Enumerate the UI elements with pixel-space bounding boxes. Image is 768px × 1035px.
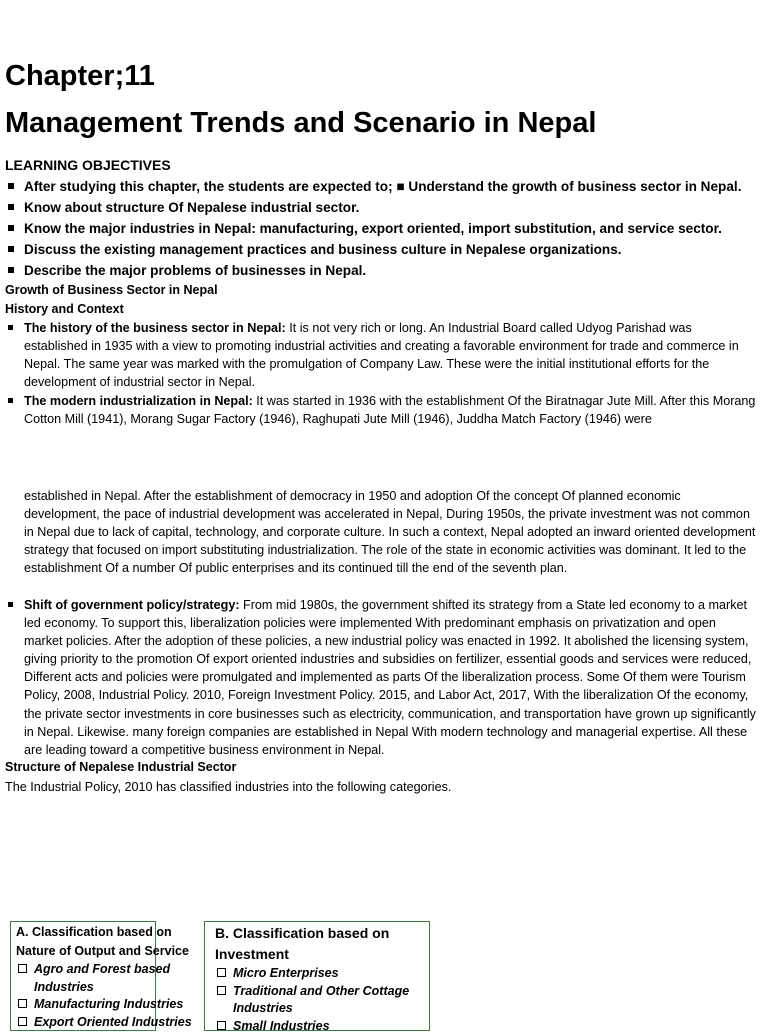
- modern-bullet: [5, 392, 757, 428]
- checkbox-icon: [217, 968, 226, 977]
- objective-item: Describe the major problems of businesses in Nepal.: [5, 260, 765, 281]
- shift-label: Shift of government policy/strategy:: [24, 598, 240, 612]
- classification-b-content: [215, 923, 425, 1035]
- checkbox-icon: [18, 1017, 27, 1026]
- classification-b-title: B. Classification based on Investment: [215, 923, 425, 965]
- list-item: Micro Enterprises: [215, 965, 425, 983]
- learning-objectives-heading: LEARNING OBJECTIVES: [5, 157, 171, 173]
- list-item: Manufacturing Industries: [16, 996, 196, 1014]
- bullet-square-icon: [8, 183, 14, 189]
- modern-label: The modern industrialization in Nepal:: [24, 394, 253, 408]
- shift-text: From mid 1980s, the government shifted its strategy from a State led economy to a market led economy. To support this, liberalization policies were implemented With predominant emphasis on privatization and open market policies. After the adoption of these policies, a new industrial policy was enacted in 1992. It abolished the licensing system, giving priority to the promotion Of export oriented industries and subsidies on fertilizer, essential goods and services were reduced, Different acts and policies were promulgated and implemented as parts Of the liberalization process. Some Of them were Tourism Policy, 2008, Industrial Policy. 2010, Foreign Investment Policy. 2015, and Labor Act, 2017, With the liberalization Of the economy, the private sector investments in core businesses such as electricity, communication, and transportation have grown up significantly in Nepal. Likewise. many foreign companies are established in Nepal With modern technology and managerial expertise. All these are leading toward a competitive business environment in Nepal.: [24, 598, 756, 757]
- list-item: Small Industries: [215, 1018, 425, 1035]
- checkbox-icon: [217, 1021, 226, 1030]
- checkbox-icon: [18, 999, 27, 1008]
- learning-objectives-list: [5, 176, 765, 281]
- list-item: Traditional and Other Cottage Industries: [215, 983, 425, 1018]
- classification-a-title: A. Classification based on Nature of Output and Service: [16, 923, 196, 961]
- bullet-square-icon: [8, 267, 14, 273]
- bullet-square-icon: [8, 246, 14, 252]
- bullet-square-icon: [8, 204, 14, 210]
- growth-heading: Growth of Business Sector in Nepal: [5, 283, 218, 297]
- shift-bullet: [5, 596, 757, 759]
- bullet-square-icon: [8, 225, 14, 231]
- bullet-square-icon: [8, 602, 13, 607]
- page-title: Management Trends and Scenario in Nepal: [5, 106, 596, 140]
- checkbox-icon: [18, 964, 27, 973]
- structure-intro: The Industrial Policy, 2010 has classified industries into the following categories.: [5, 778, 451, 796]
- modern-continued-text: established in Nepal. After the establishment of democracy in 1950 and adoption Of the concept Of planned economic development, the pace of industrial development was accelerated in Nepal, During 1950s, the private investment was not common in Nepal due to lack of capital, technology, and corporate culture. In such a context, Nepal adopted an inward oriented development strategy that focused on import substituting industrialization. The role of the state in economic activities was dominant. It led to the establishment Of a number Of public enterprises and its continued till the end of the seventh plan.: [24, 487, 757, 577]
- modern-text: It was started in 1936 with the establishment Of the Biratnagar Jute Mill. After this Morang Cotton Mill (1941), Morang Sugar Factory (1946), Raghupati Jute Mill (1946), Juddha Match Factory (1946) were: [24, 394, 755, 426]
- checkbox-icon: [217, 986, 226, 995]
- objective-item: After studying this chapter, the students are expected to; ■ Understand the growth of business sector in Nepal.: [5, 176, 765, 197]
- list-item: Agro and Forest based Industries: [16, 961, 196, 996]
- history-bullet: [5, 319, 757, 391]
- chapter-label: Chapter;11: [5, 59, 155, 93]
- history-text: It is not very rich or long. An Industrial Board called Udyog Parishad was established in 1935 with a view to promoting industrial activities and creating a favorable environment for trade and commerce in Nepal. The same year was marked with the promulgation of Company Law. These were the initial institutional efforts for the development of industrial sector in Nepal.: [24, 321, 739, 389]
- objective-item: Discuss the existing management practices and business culture in Nepalese organizations.: [5, 239, 765, 260]
- bullet-square-icon: [8, 325, 13, 330]
- objective-item: Know about structure Of Nepalese industrial sector.: [5, 197, 765, 218]
- classification-a-content: [16, 923, 196, 1031]
- history-label: The history of the business sector in Nepal:: [24, 321, 286, 335]
- structure-heading: Structure of Nepalese Industrial Sector: [5, 760, 236, 774]
- history-context-heading: History and Context: [5, 302, 124, 316]
- objective-item: Know the major industries in Nepal: manufacturing, export oriented, import substitution, and service sector.: [5, 218, 765, 239]
- bullet-square-icon: [8, 398, 13, 403]
- list-item: Export Oriented Industries: [16, 1014, 196, 1032]
